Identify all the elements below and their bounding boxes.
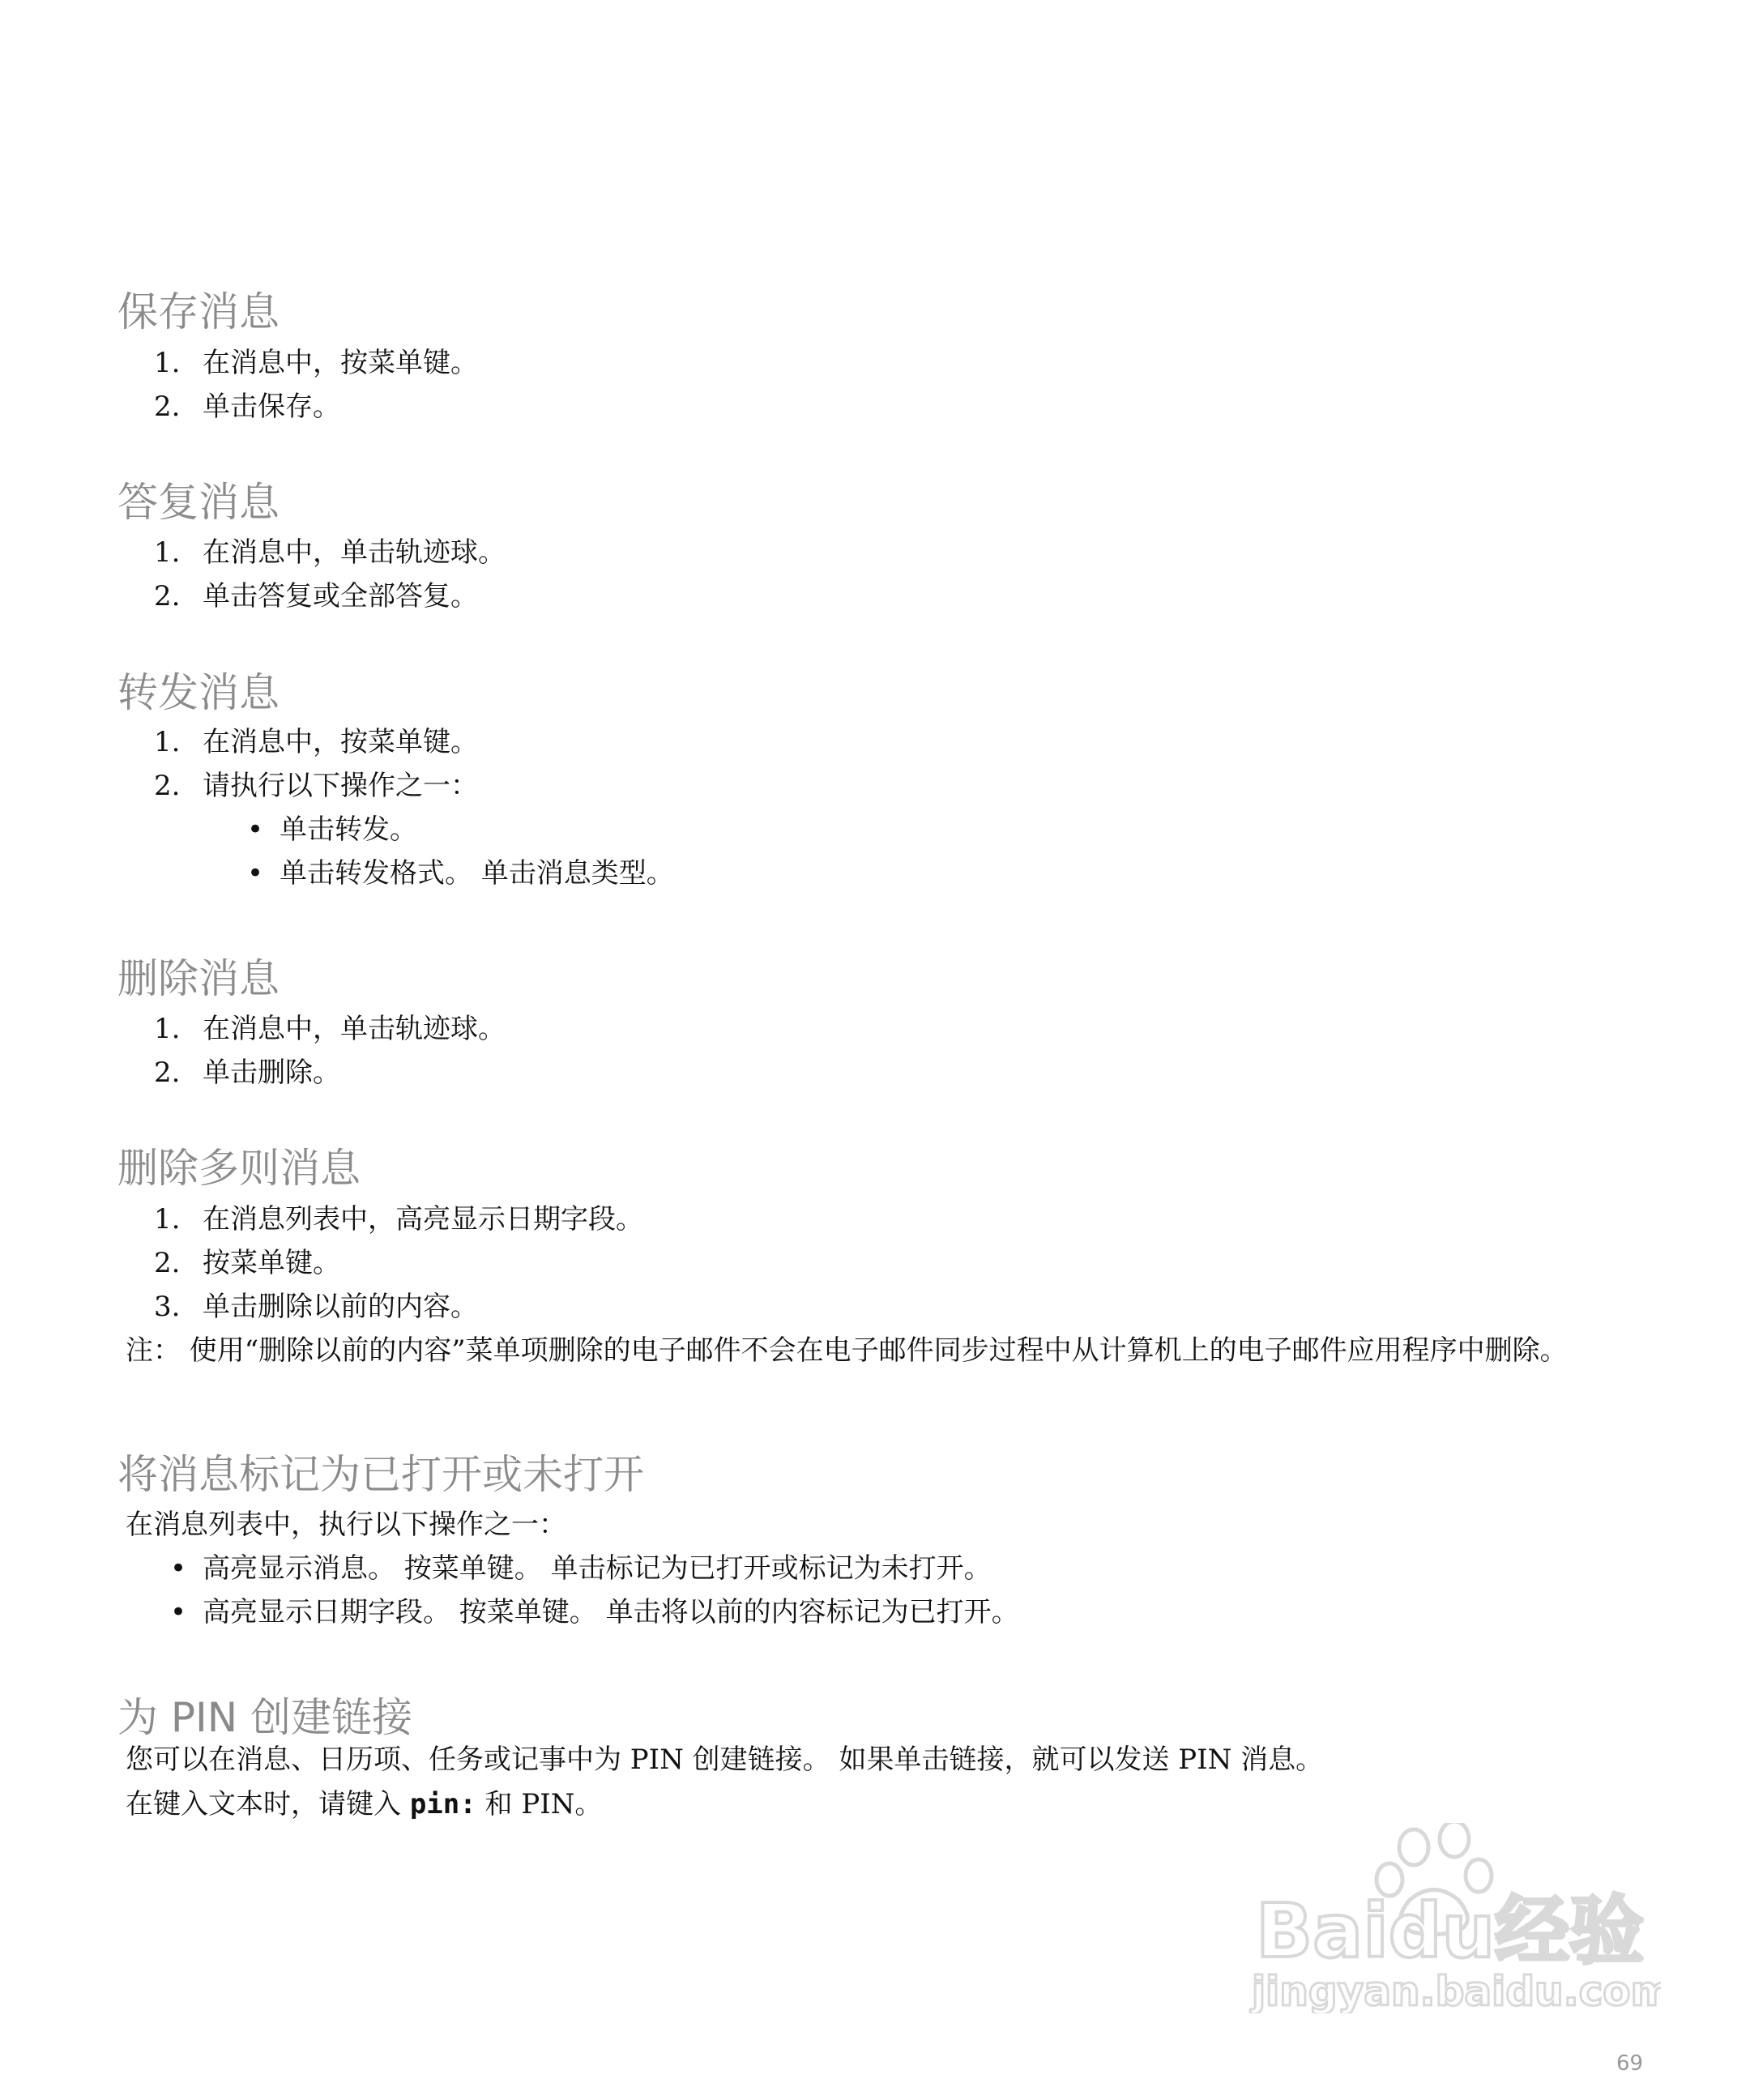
section-title-pin-link: 为 PIN 创建链接 [117,1694,413,1741]
step-text: 单击删除以前的内容。 [203,1291,478,1323]
bullet-text: 高亮显示消息。 按菜单键。 单击标记为已打开或标记为未打开。 [203,1552,992,1585]
step-text: 单击答复或全部答复。 [203,580,478,612]
text-fragment: 和 PIN。 [476,1788,603,1820]
intro-text: 在消息列表中，执行以下操作之一： [126,1509,566,1541]
step-number: 1. [154,726,181,758]
step-text: 单击保存。 [203,391,340,423]
bullet-text: 单击转发。 [280,813,417,846]
section-title-reply-message: 答复消息 [117,479,280,526]
section-title-delete-message: 删除消息 [117,955,280,1002]
bullet-icon: • [170,1552,187,1585]
note-paragraph: 注： 使用“删除以前的内容”菜单项删除的电子邮件不会在电子邮件同步过程中从计算机上的电子邮件应用程序中删除。 [126,1334,1568,1367]
body-paragraph [126,1788,602,1821]
step-number: 2. [154,770,181,802]
text-fragment: 在键入文本时，请键入 [126,1788,410,1820]
step-number: 1. [154,1203,181,1236]
step-text: 按菜单键。 [203,1247,340,1279]
page-number: 69 [1616,2051,1644,2076]
baidu-jingyan-watermark [1248,1823,1661,2013]
step-text: 在消息中，按菜单键。 [203,347,478,379]
bullet-text: 高亮显示日期字段。 按菜单键。 单击将以前的内容标记为已打开。 [203,1596,1019,1628]
section-title-forward-message: 转发消息 [117,669,280,716]
watermark-brand-text: Baidu经验 [1256,1888,1645,1974]
bullet-icon: • [247,857,264,890]
section-title-mark-opened: 将消息标记为已打开或未打开 [117,1451,644,1498]
bullet-icon: • [170,1596,187,1628]
section-title-delete-multiple-messages: 删除多则消息 [117,1145,361,1192]
step-number: 2. [154,391,181,423]
step-number: 1. [154,1013,181,1045]
body-paragraph: 您可以在消息、日历项、任务或记事中为 PIN 创建链接。 如果单击链接，就可以发送 PIN 消息。 [126,1744,1324,1776]
step-text: 请执行以下操作之一： [203,770,478,802]
bullet-text: 单击转发格式。 单击消息类型。 [280,857,674,890]
baidu-paw-logo-icon [1248,1823,1661,2013]
step-text: 单击删除。 [203,1056,340,1089]
step-number: 1. [154,536,181,569]
bullet-icon: • [247,813,264,846]
step-text: 在消息中，单击轨迹球。 [203,1013,506,1045]
step-number: 3. [154,1291,181,1323]
code-text: pin: [409,1788,476,1820]
step-number: 1. [154,347,181,379]
step-text: 在消息列表中，高亮显示日期字段。 [203,1203,643,1236]
step-number: 2. [154,1056,181,1089]
step-text: 在消息中，单击轨迹球。 [203,536,506,569]
step-number: 2. [154,1247,181,1279]
step-text: 在消息中，按菜单键。 [203,726,478,758]
section-title-save-message: 保存消息 [117,288,280,335]
watermark-url-text: jingyan.baidu.com [1252,1968,1661,2013]
step-number: 2. [154,580,181,612]
